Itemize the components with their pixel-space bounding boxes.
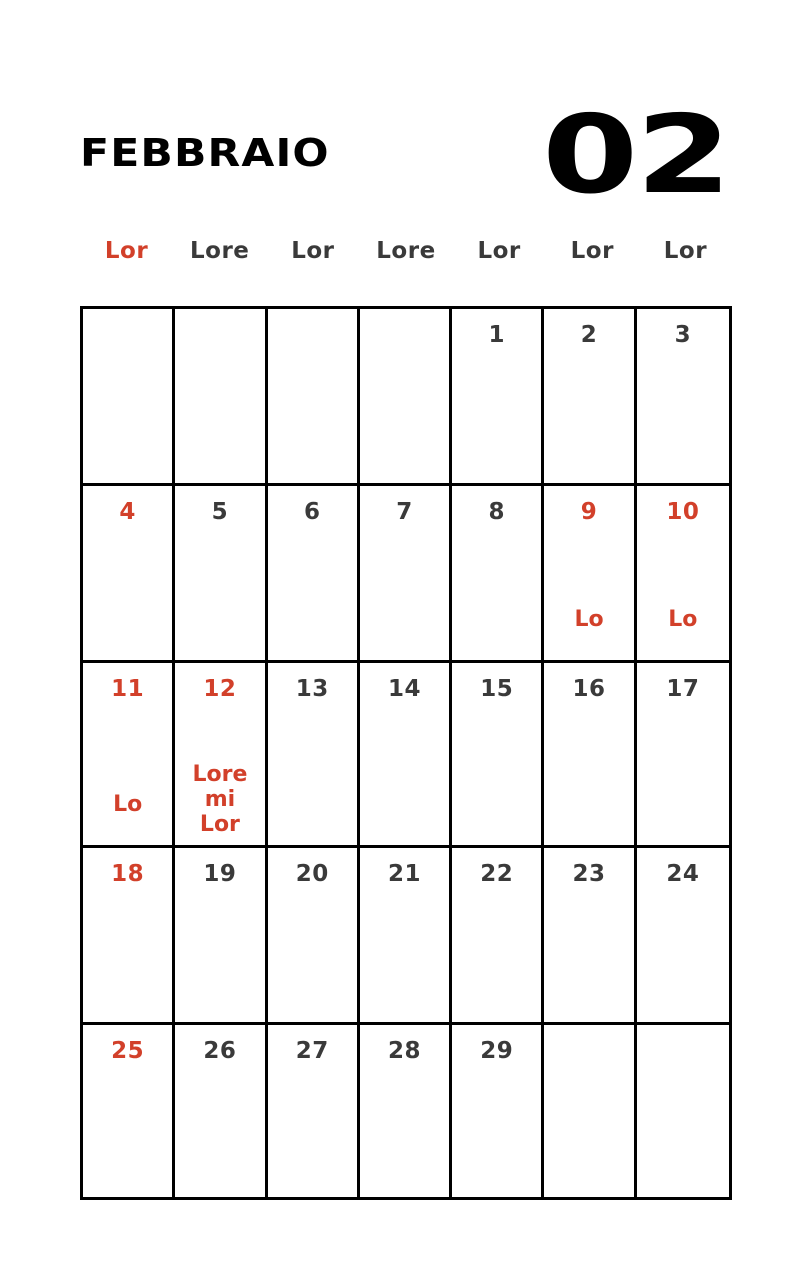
day-number: 17 [666, 676, 700, 702]
weekday-label: Lor [104, 238, 149, 264]
weekday-label: Lor [291, 238, 335, 264]
weekday-label: Lore [376, 238, 436, 264]
calendar-day-cell[interactable] [83, 663, 175, 848]
day-number: 16 [572, 676, 606, 702]
weekday-label: Lor [477, 238, 521, 264]
calendar-day-cell[interactable] [268, 663, 360, 848]
calendar-day-cell[interactable] [452, 1025, 544, 1197]
calendar-day-cell[interactable] [544, 486, 636, 663]
weekday-label: Lor [570, 238, 614, 264]
calendar-day-cell[interactable] [175, 486, 267, 663]
calendar-day-cell [360, 309, 452, 486]
day-number: 12 [203, 676, 237, 702]
day-number: 26 [203, 1038, 237, 1064]
day-number: 23 [572, 861, 606, 887]
calendar-day-cell[interactable] [268, 1025, 360, 1197]
day-number: 14 [387, 676, 421, 702]
calendar-day-cell[interactable] [360, 1025, 452, 1197]
calendar-day-cell[interactable] [544, 848, 636, 1025]
calendar-day-cell[interactable] [360, 848, 452, 1025]
day-number: 29 [480, 1038, 514, 1064]
day-number: 5 [211, 499, 229, 525]
calendar-day-cell[interactable] [360, 486, 452, 663]
calendar-day-cell [637, 1025, 729, 1197]
calendar-day-cell[interactable] [268, 486, 360, 663]
calendar-day-cell[interactable] [637, 663, 729, 848]
day-number: 9 [580, 499, 598, 525]
weekday-label: Lore [190, 238, 250, 264]
day-number: 27 [295, 1038, 329, 1064]
calendar-day-cell [544, 1025, 636, 1197]
calendar-day-cell[interactable] [544, 309, 636, 486]
day-number: 15 [480, 676, 514, 702]
day-note: Lo [668, 607, 698, 632]
calendar-day-cell[interactable] [452, 848, 544, 1025]
calendar-day-cell[interactable] [637, 309, 729, 486]
calendar-day-cell[interactable] [452, 663, 544, 848]
day-number: 8 [488, 499, 506, 525]
day-note: Lo [113, 792, 143, 817]
day-number: 21 [387, 861, 421, 887]
month-name: FEBBRAIO [80, 131, 330, 175]
day-number: 7 [396, 499, 413, 525]
calendar-day-cell[interactable] [175, 663, 267, 848]
day-number: 1 [488, 322, 506, 348]
day-number: 18 [111, 861, 145, 887]
calendar-day-cell[interactable] [452, 486, 544, 663]
day-number: 4 [119, 499, 136, 525]
day-number: 28 [387, 1038, 421, 1064]
day-number: 3 [674, 322, 692, 348]
day-note: Lore mi Lor [192, 762, 248, 837]
month-number: 02 [541, 93, 729, 218]
calendar-day-cell[interactable] [360, 663, 452, 848]
day-number: 11 [111, 676, 145, 702]
weekday-label: Lor [663, 238, 708, 264]
calendar-grid [80, 306, 732, 1200]
day-number: 10 [666, 499, 700, 525]
calendar-day-cell[interactable] [637, 486, 729, 663]
calendar-day-cell[interactable] [637, 848, 729, 1025]
calendar-day-cell[interactable] [452, 309, 544, 486]
day-note: Lo [574, 607, 604, 632]
calendar-day-cell [175, 309, 267, 486]
calendar-day-cell [268, 309, 360, 486]
day-number: 13 [295, 676, 329, 702]
calendar-day-cell [83, 309, 175, 486]
day-number: 25 [111, 1038, 145, 1064]
day-number: 22 [480, 861, 514, 887]
calendar-day-cell[interactable] [268, 848, 360, 1025]
calendar-day-cell[interactable] [83, 848, 175, 1025]
day-number: 2 [580, 322, 598, 348]
weekday-header-row [80, 232, 732, 272]
day-number: 20 [295, 861, 329, 887]
day-number: 19 [203, 861, 237, 887]
calendar-day-cell[interactable] [175, 848, 267, 1025]
day-number: 6 [303, 499, 321, 525]
calendar-day-cell[interactable] [83, 486, 175, 663]
calendar-day-cell[interactable] [175, 1025, 267, 1197]
calendar-day-cell[interactable] [544, 663, 636, 848]
calendar-day-cell[interactable] [83, 1025, 175, 1197]
day-number: 24 [666, 861, 700, 887]
